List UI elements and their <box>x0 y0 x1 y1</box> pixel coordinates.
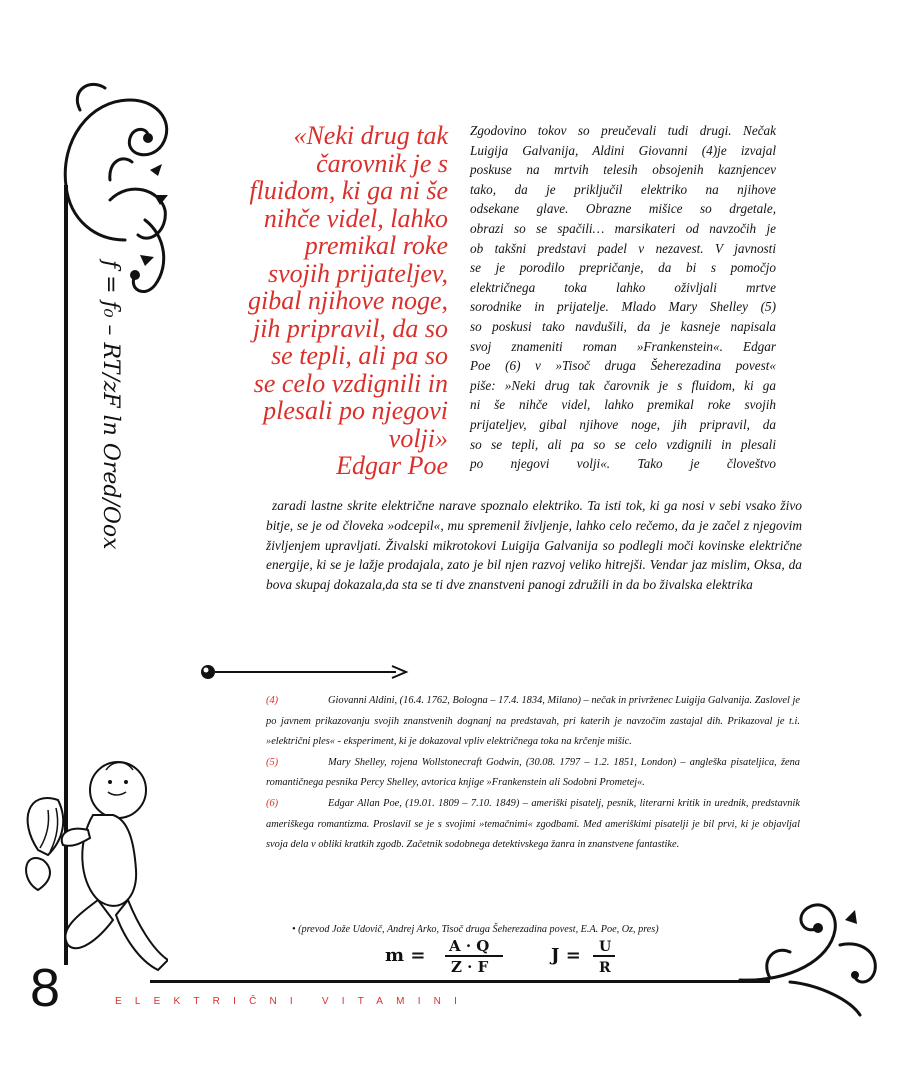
footnotes <box>266 691 800 856</box>
cherub-ornament-icon <box>18 730 168 980</box>
formula-m-label: m = <box>385 945 426 966</box>
pull-quote-author: Edgar Poe <box>336 451 448 480</box>
pull-quote <box>200 122 448 480</box>
body-text-column <box>470 121 776 474</box>
formula-r: R <box>599 960 611 975</box>
body-line: svoj znameniti roman »Frankenstein«. Edgar <box>470 338 776 354</box>
arrow-separator-icon <box>196 660 416 684</box>
body-line: Luigija Galvanija, Aldini Giovanni (4)je izvajal <box>470 142 776 158</box>
footnote-number: (5) <box>266 756 279 768</box>
footnote-item <box>266 691 800 753</box>
body-paragraph: zaradi lastne skrite električne narave spoznalo elektriko. Ta isti tok, ki ga nosi v sebi vsako živo bitje, se je od človeka »odcepil«, mu spremenil življenje, lahko celo rečemo, da je začel z njegovim življenjem upravljati. Živalski mikrotokovi Luigija Galvanija so podlegli moči kovinske električne energije, ki se je lažje prodajala, zato je bil njen razvoj veliko hitrejši. Vendar jaz mislim, Oksa, da bova skupaj dokazala,da sta se ti dve znanstveni panogi združili in da bo živalska elektrika <box>266 498 802 593</box>
pull-quote-line: se celo vzdignili in <box>253 368 448 398</box>
body-line: so se tepli, ali pa so se celo vzdignili in plesali <box>470 436 776 452</box>
footnote-item <box>266 753 800 794</box>
footnote-item <box>266 794 800 856</box>
body-line: so poskusi tako navdušili, da je kasneje napisala <box>470 318 776 334</box>
source-note: • (prevod Jože Udovič, Andrej Arko, Tisoč druga Šeherezadina povest, E.A. Poe, Oz, pres) <box>292 924 659 935</box>
formula-numerator: A · Q <box>449 937 490 955</box>
scroll-ornament-bottom-icon <box>730 890 890 1030</box>
footnote-text: Mary Shelley, rojena Wollstonecraft Godwin, (30.08. 1797 – 1.2. 1851, London) – angleška pisateljica, žena romantičnega pesnika Percy Shelley, avtorica knjige »Frankenstein ali Sodobni Prometej«. <box>266 756 800 789</box>
body-line: prijateljev, gibal njihove noge, jih pripravil, da <box>470 416 776 432</box>
footnote-number: (4) <box>266 695 279 706</box>
body-line: poskuse na mrtvih telesih obsojenih kaznjencev <box>470 162 776 178</box>
footnote-text: Edgar Allan Poe, (19.01. 1809 – 7.10. 1849) – ameriški pisatelj, pesnik, literarni kritik in urednik, predstavnik ameriškega romantizma. Proslavil se je s svojimi »temačnimi« zgodbami. Med ameriškimi pisatelji je bil prvi, ki je objavljal svoja dela v obliki kratkih zgodb. Začetnik sodobnega detektivskega žanra in znanstvene fantastike. <box>266 797 800 851</box>
formula-j-label: J = <box>551 945 581 966</box>
footnote-number: (6) <box>266 797 279 809</box>
pull-quote-line: fluidom, ki ga ni še <box>249 176 448 205</box>
body-line: piše: »Neki drug tak čarovnik je s fluidom, ki ga <box>470 377 776 393</box>
pull-quote-line: nihče videl, lahko <box>263 203 448 233</box>
footnote-text: Giovanni Aldini, (16.4. 1762, Bologna – 17.4. 1834, Milano) – nečak in privrženec Luigija Galvanija. Zaslovel je po javnem prikazovanju svojih znanstvenih dognanj na predstavah, pri katerih je navzočim zastajal dih. Prikazoval je t.i. »električni ples« - eksperiment, ki je dokazoval vpliv električnega toka na krčenje mišic. <box>266 695 800 748</box>
formula-denominator: Z · F <box>451 958 489 975</box>
body-line: sorodnike in prijatelje. Mlado Mary Shelley (5) <box>470 299 776 315</box>
pull-quote-line: se tepli, ali pa so <box>271 341 448 370</box>
body-line: Poe (6) v »Tisoč druga Šeherezadina povest« <box>470 358 776 374</box>
body-line: električnega toka lahko oživljali mrtve <box>470 279 776 295</box>
pull-quote-line: volji» <box>388 423 448 453</box>
formula-u: U <box>599 939 612 955</box>
body-line: obrazi so se spačili… marsikateri od navzočih je <box>470 220 776 236</box>
body-line: Zgodovino tokov so preučevali tudi drugi. Nečak <box>470 123 776 138</box>
pull-quote-line: gibal njihove noge, <box>247 286 448 315</box>
page-number: 8 <box>30 958 61 1018</box>
running-footer: ELEKTRIČNI VITAMINI <box>115 996 471 1007</box>
bottom-formula <box>385 935 625 975</box>
body-text-continuation <box>266 496 802 595</box>
pull-quote-line: jih pripravil, da so <box>252 313 448 343</box>
pull-quote-line: svojih prijateljev, <box>267 258 448 288</box>
body-line: po njegovi volji«. Tako je človeštvo <box>470 456 776 472</box>
pull-quote-line: premikal roke <box>304 231 448 260</box>
body-line: ob takšni predstavi padel v nezavest. V javnosti <box>470 240 776 256</box>
body-line: odsekane glave. Obrazne mišice so drgetale, <box>470 201 776 217</box>
vertical-formula <box>80 260 123 550</box>
pull-quote-line: čarovnik je s <box>316 148 448 178</box>
body-line: ni še nihče videl, lahko premikal roke svojih <box>470 397 776 413</box>
vertical-formula-text: f = f₀ – RT/zF ln Ored/Oox <box>98 260 123 550</box>
body-line: se je porodilo prepričanje, da bi s pomočjo <box>470 260 776 276</box>
body-line: tako, da je priključil elektriko na njihove <box>470 181 776 197</box>
pull-quote-line: plesali po njegovi <box>263 396 448 425</box>
frame-bottom-line <box>150 980 770 983</box>
pull-quote-line: «Neki drug tak <box>293 121 448 150</box>
